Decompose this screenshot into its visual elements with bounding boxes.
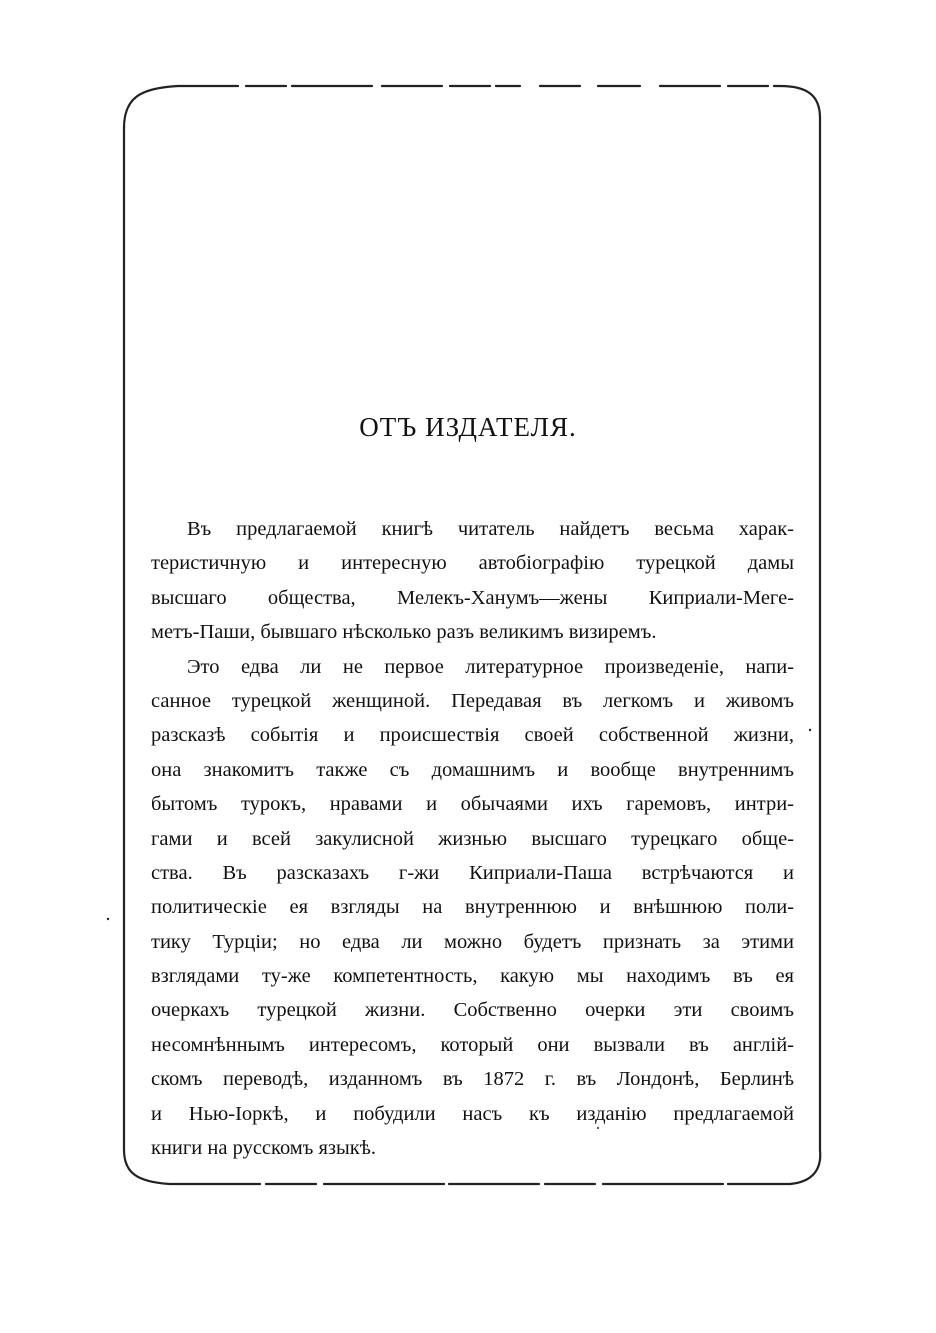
text-line: метъ-Паши, бывшаго нѣсколько разъ великимъ визиремъ. <box>151 621 657 644</box>
paragraph-1 <box>151 512 794 650</box>
text-line: политическіе ея взгляды на внутреннюю и внѣшнюю поли- <box>151 896 794 919</box>
text-line: очеркахъ турецкой жизни. Собственно очерки эти своимъ <box>151 999 794 1022</box>
text-line: Это едва ли не первое литературное произведеніе, напи- <box>187 655 794 678</box>
border-top-left-curve <box>124 86 178 128</box>
paragraph-2 <box>151 650 794 1166</box>
text-line: бытомъ турокъ, нравами и обычаями ихъ гаремовъ, интри- <box>151 793 794 816</box>
print-speck <box>107 918 109 920</box>
text-line: она знакомитъ также съ домашнимъ и вообще внутреннимъ <box>151 758 794 781</box>
border-top-right-curve <box>780 86 820 118</box>
text-line: теристичную и интересную автобіографію турецкой дамы <box>151 552 794 575</box>
text-line: скомъ переводѣ, изданномъ въ 1872 г. въ Лондонѣ, Берлинѣ <box>151 1068 794 1091</box>
border-bottom-right-curve <box>790 1150 820 1184</box>
text-line: санное турецкой женщиной. Передавая въ легкомъ и живомъ <box>151 689 794 712</box>
text-line: взглядами ту-же компетентность, какую мы находимъ въ ея <box>151 965 794 988</box>
page-title: ОТЪ ИЗДАТЕЛЯ. <box>359 412 577 442</box>
text-line: и Нью-Іоркѣ, и побудили насъ къ изданію предлагаемой <box>151 1102 794 1125</box>
body-text <box>151 512 794 1165</box>
text-line: гами и всей закулисной жизнью высшаго турецкаго обще- <box>151 827 794 850</box>
text-line: ства. Въ разсказахъ г-жи Киприали-Паша встрѣчаются и <box>151 861 794 884</box>
text-line: тику Турціи; но едва ли можно будетъ признать за этими <box>151 930 794 953</box>
text-line: разсказѣ событія и происшествія своей собственной жизни, <box>151 724 794 747</box>
text-line: несомнѣннымъ интересомъ, который они вызвали въ англій- <box>151 1033 794 1056</box>
text-line: книги на русскомъ языкѣ. <box>151 1137 377 1160</box>
text-line: высшаго общества, Мелекъ-Ханумъ—жены Киприали-Меге- <box>151 586 794 609</box>
print-speck <box>809 729 811 731</box>
text-line: Въ предлагаемой книгѣ читатель найдетъ весьма харак- <box>187 518 794 540</box>
